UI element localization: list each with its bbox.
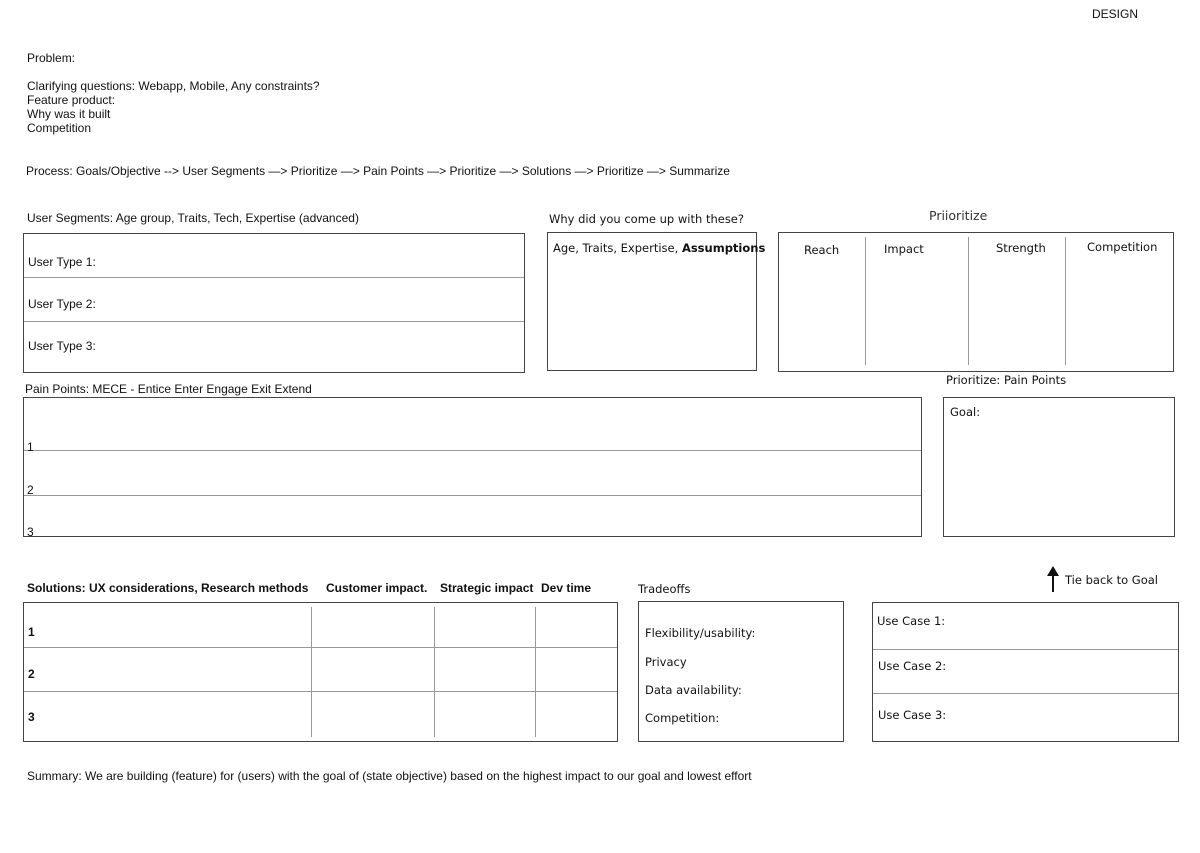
column-header-reach: Reach [804,243,840,257]
customer-impact-header: Customer impact. [326,581,428,595]
use-case-row: Use Case 3: [878,708,947,722]
row-divider [24,450,921,451]
pain-points-heading: Pain Points: MECE - Entice Enter Engage Exit Extend [25,382,312,396]
use-cases-box [872,602,1179,742]
competition-label: Competition [27,121,92,135]
tie-back-label: Tie back to Goal [1065,573,1158,587]
pain-point-row: 1 [27,440,34,454]
tradeoffs-box [638,601,844,742]
pain-point-row: 2 [27,483,34,497]
tradeoff-item: Competition: [645,711,720,725]
prioritize-table [778,232,1174,372]
prioritize-pain-heading: Prioritize: Pain Points [946,373,1067,387]
why-built: Why was it built [27,107,111,121]
row-divider [24,277,524,278]
dev-time-header: Dev time [541,581,592,595]
solutions-table [23,602,618,742]
column-divider [434,607,435,737]
arrow-up-icon [1046,566,1060,593]
pain-point-row: 3 [27,525,34,539]
column-divider [311,607,312,737]
user-segments-heading: User Segments: Age group, Traits, Tech, Expertise (advanced) [27,211,359,225]
why-heading: Why did you come up with these? [549,212,744,226]
solution-row: 1 [28,625,35,639]
tradeoffs-heading: Tradeoffs [638,582,691,596]
user-segments-box [23,233,525,373]
feature-product: Feature product: [27,93,116,107]
row-divider [873,649,1178,650]
column-divider [865,237,866,365]
row-divider [24,321,524,322]
solution-row: 2 [28,667,35,681]
solution-row: 3 [28,710,35,724]
use-case-row: Use Case 1: [877,614,946,628]
problem-label: Problem: [27,51,76,65]
column-header-competition: Competition [1087,240,1158,254]
why-content-bold: Assumptions [681,241,766,255]
column-divider [1065,237,1066,365]
user-type-row: User Type 1: [28,255,96,269]
row-divider [24,495,921,496]
why-content-text: Age, Traits, Expertise, [553,241,682,255]
tradeoff-item: Privacy [645,655,687,669]
column-divider [535,607,536,737]
user-type-row: User Type 2: [28,297,96,311]
goal-label: Goal: [950,405,981,419]
solutions-heading: Solutions: UX considerations, Research methods [27,581,309,595]
use-case-row: Use Case 2: [878,659,947,673]
problem-section [27,51,320,135]
pain-points-box [23,397,922,537]
why-content [553,241,765,255]
design-label: DESIGN [1092,7,1139,21]
row-divider [24,691,617,692]
clarifying-questions: Clarifying questions: Webapp, Mobile, Any constraints? [27,79,320,93]
why-box [547,232,766,371]
row-divider [873,693,1178,694]
tradeoff-item: Data availability: [645,683,742,697]
strategic-impact-header: Strategic impact [440,581,534,595]
column-divider [968,237,969,365]
column-header-impact: Impact [884,242,924,256]
user-type-row: User Type 3: [28,339,96,353]
row-divider [24,647,617,648]
column-header-strength: Strength [996,241,1046,255]
goal-box [943,397,1175,537]
process-line: Process: Goals/Objective --> User Segments —> Prioritize —> Pain Points —> Prioritize —> Solutions —> Prioritize —> Summarize [26,164,730,178]
prioritize-heading: Priioritize [929,208,988,223]
summary-line: Summary: We are building (feature) for (users) with the goal of (state objective) based on the highest impact to our goal and lowest effort [27,769,752,783]
tradeoff-item: Flexibility/usability: [645,626,756,640]
